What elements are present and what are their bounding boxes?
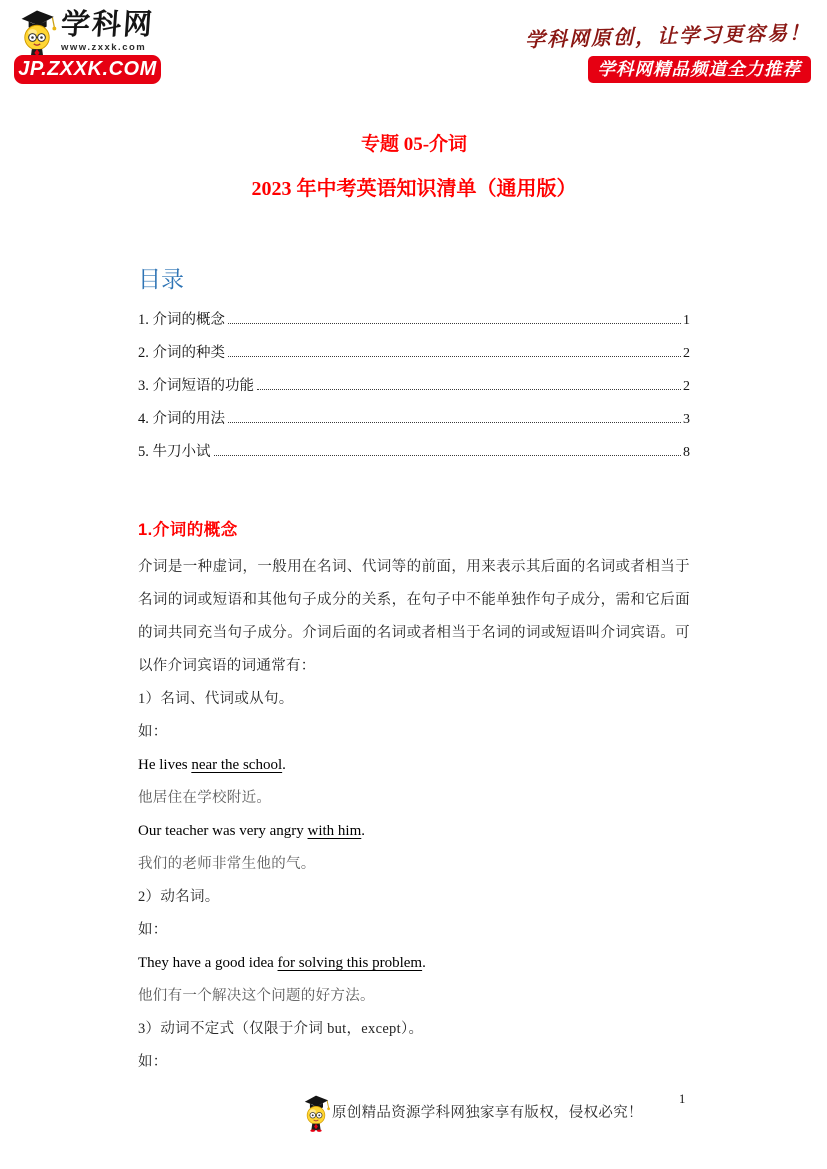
list-item: 1）名词、代词或从句。 — [138, 691, 294, 707]
doc-subtitle: 2023 年中考英语知识清单（通用版） — [251, 178, 577, 200]
toc-item-3[interactable] — [138, 370, 690, 403]
sentence-part: They have a good idea — [138, 955, 278, 971]
dots-leader — [228, 323, 681, 324]
section-paragraph: 介词是一种虚词，一般用在名词、代词等的前面，用来表示其后面的名词或者相当于名词的词或短语和其他句子成分的关系，在句子中不能单独作句子成分，需和它后面的词共同充当句子成分。介词后面的名词或者相当于名词的词或短语叫介词宾语。可以作介词宾语的词通常有： — [138, 559, 690, 674]
list-item: 2）动名词。 — [138, 889, 220, 905]
toc-heading: 目录 — [138, 267, 184, 292]
doc-title: 专题 05-介词 — [360, 134, 468, 155]
table-of-contents — [138, 304, 690, 469]
toc-item-2[interactable] — [138, 337, 690, 370]
underlined-phrase: with him — [307, 823, 362, 839]
toc-item-label: 4. 介词的用法 — [138, 411, 225, 427]
jp-zxxk-badge: JP.ZXXK.COM — [14, 55, 161, 84]
dots-leader — [257, 389, 681, 390]
toc-item-5[interactable] — [138, 436, 690, 469]
toc-item-label: 1. 介词的概念 — [138, 312, 225, 328]
zxxk-logo — [16, 6, 154, 60]
brand-name: 学科网 — [59, 9, 156, 41]
translation: 他们有一个解决这个问题的好方法。 — [138, 988, 375, 1004]
toc-item-4[interactable] — [138, 403, 690, 436]
sentence-part: . — [282, 757, 286, 773]
toc-item-label: 2. 介词的种类 — [138, 345, 225, 361]
underlined-phrase: for solving this problem — [277, 955, 423, 971]
toc-item-page: 1 — [683, 313, 690, 328]
dots-leader — [228, 356, 681, 357]
brand-site-url: www.zxxk.com — [61, 42, 147, 53]
sentence-part: . — [422, 955, 426, 971]
section-heading: 1.介词的概念 — [138, 521, 238, 539]
copyright-notice: 原创精品资源学科网独家享有版权，侵权必究！ — [332, 1105, 643, 1121]
toc-item-page: 8 — [683, 445, 690, 460]
toc-item-label: 5. 牛刀小试 — [138, 444, 211, 460]
promo-banner: 学科网精品频道全力推荐 — [588, 56, 812, 83]
sentence-part: Our teacher was very angry — [138, 823, 308, 839]
toc-item-1[interactable] — [138, 304, 690, 337]
footer-mascot-icon — [302, 1092, 330, 1132]
toc-item-page: 3 — [683, 412, 690, 427]
sentence-part: He lives — [138, 757, 192, 773]
sentence-part: . — [361, 823, 366, 839]
zxxk-mascot-icon — [16, 6, 58, 60]
page-number: 1 — [679, 1092, 686, 1106]
translation: 我们的老师非常生他的气。 — [138, 856, 316, 872]
example-label: 如： — [138, 922, 168, 938]
example-label: 如： — [138, 724, 168, 740]
dots-leader — [214, 455, 682, 456]
toc-item-page: 2 — [683, 346, 690, 361]
example-label: 如： — [138, 1054, 168, 1070]
underlined-phrase: near the school — [191, 757, 283, 773]
list-item: 3）动词不定式（仅限于介词 but，except）。 — [138, 1021, 424, 1037]
toc-item-label: 3. 介词短语的功能 — [138, 378, 254, 394]
translation: 他居住在学校附近。 — [138, 790, 272, 806]
toc-item-page: 2 — [683, 379, 690, 394]
document-content — [138, 130, 690, 1079]
slogan-calligraphy: 学科网原创，让学习更容易！ — [524, 22, 812, 52]
example-sentence — [138, 947, 690, 980]
dots-leader — [228, 422, 681, 423]
example-sentence — [138, 815, 690, 848]
example-sentence — [138, 749, 690, 782]
